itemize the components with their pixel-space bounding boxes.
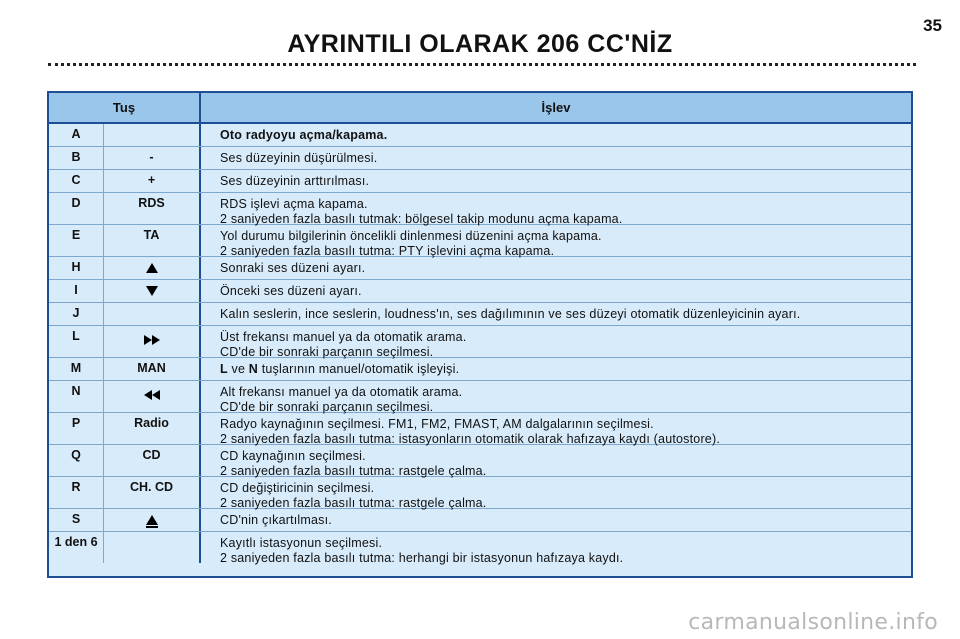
key-symbol	[104, 303, 201, 325]
header-function: İşlev	[541, 100, 571, 115]
table-row	[49, 147, 911, 170]
function-text-part: L	[220, 362, 228, 376]
function-description	[201, 193, 911, 224]
function-description	[201, 445, 911, 476]
function-description	[201, 280, 911, 302]
function-line	[220, 362, 911, 377]
key-letter: H	[49, 257, 104, 279]
function-line: Alt frekansı manuel ya da otomatik arama.	[220, 385, 463, 399]
table-row	[49, 477, 911, 509]
key-symbol	[104, 532, 201, 563]
key-letter: Q	[49, 445, 104, 476]
function-description	[201, 225, 911, 256]
key-letter: P	[49, 413, 104, 444]
function-description	[201, 381, 911, 412]
function-line: Üst frekansı manuel ya da otomatik arama.	[220, 330, 467, 344]
table-rows	[49, 124, 911, 563]
key-letter: R	[49, 477, 104, 508]
key-symbol	[104, 509, 201, 531]
key-letter: N	[49, 381, 104, 412]
function-description	[201, 358, 911, 380]
function-text-part: N	[248, 362, 259, 376]
function-description	[201, 413, 911, 444]
table-row	[49, 257, 911, 280]
function-line: CD değiştiricinin seçilmesi.	[220, 481, 375, 495]
key-letter: I	[49, 280, 104, 302]
fast-forward-icon	[144, 335, 160, 345]
function-description	[201, 477, 911, 508]
key-letter: M	[49, 358, 104, 380]
triangle-down-icon	[146, 286, 158, 296]
function-line: 2 saniyeden fazla basılı tutma: rastgele çalma.	[220, 464, 487, 478]
key-letter: S	[49, 509, 104, 531]
function-text-part: ve	[227, 362, 249, 376]
key-symbol	[104, 381, 201, 412]
key-symbol: +	[104, 170, 201, 192]
key-symbol: MAN	[104, 358, 201, 380]
key-symbol: -	[104, 147, 201, 169]
function-description	[201, 170, 911, 192]
function-line: Kayıtlı istasyonun seçilmesi.	[220, 536, 383, 550]
function-line: CD'nin çıkartılması.	[220, 513, 332, 527]
function-description	[201, 532, 911, 563]
eject-icon	[146, 515, 158, 528]
key-letter: L	[49, 326, 104, 357]
function-line: 2 saniyeden fazla basılı tutmak: bölgesel takip modunu açma kapama.	[220, 212, 623, 226]
function-line: 2 saniyeden fazla basılı tutma: PTY işlevini açma kapama.	[220, 244, 555, 258]
function-line: 2 saniyeden fazla basılı tutma: rastgele çalma.	[220, 496, 487, 510]
key-symbol	[104, 280, 201, 302]
table-row	[49, 445, 911, 477]
table-row	[49, 303, 911, 326]
key-symbol: RDS	[104, 193, 201, 224]
key-symbol	[104, 124, 201, 146]
function-line: CD'de bir sonraki parçanın seçilmesi.	[220, 400, 434, 414]
function-line: RDS işlevi açma kapama.	[220, 197, 368, 211]
function-line: 2 saniyeden fazla basılı tutma: herhangi bir istasyonun hafızaya kaydı.	[220, 551, 624, 565]
table-row	[49, 413, 911, 445]
page-title: AYRINTILI OLARAK 206 CC'NİZ	[287, 30, 673, 58]
header-key: Tuş	[49, 93, 201, 122]
function-line: Oto radyoyu açma/kapama.	[220, 128, 388, 142]
table-row	[49, 225, 911, 257]
key-letter: B	[49, 147, 104, 169]
key-symbol	[104, 257, 201, 279]
table-row	[49, 193, 911, 225]
function-line: CD'de bir sonraki parçanın seçilmesi.	[220, 345, 434, 359]
function-description	[201, 257, 911, 279]
key-symbol: TA	[104, 225, 201, 256]
table-row	[49, 326, 911, 358]
function-line: Sonraki ses düzeni ayarı.	[220, 261, 366, 275]
page-number: 35	[923, 16, 942, 35]
function-line: Yol durumu bilgilerinin öncelikli dinlenmesi düzenini açma kapama.	[220, 229, 602, 243]
function-description	[201, 124, 911, 146]
key-letter: D	[49, 193, 104, 224]
dotted-divider	[48, 63, 916, 66]
table-row	[49, 170, 911, 193]
function-line: Önceki ses düzeni ayarı.	[220, 284, 362, 298]
function-description	[201, 509, 911, 531]
table-row	[49, 381, 911, 413]
key-symbol: CH. CD	[104, 477, 201, 508]
function-description	[201, 303, 911, 325]
key-letter: J	[49, 303, 104, 325]
function-description	[201, 147, 911, 169]
function-line: Ses düzeyinin arttırılması.	[220, 174, 370, 188]
table-row	[49, 124, 911, 147]
function-line: Ses düzeyinin düşürülmesi.	[220, 151, 378, 165]
key-letter: 1 den 6	[49, 532, 104, 563]
function-line: CD kaynağının seçilmesi.	[220, 449, 366, 463]
rewind-icon	[144, 390, 160, 400]
key-symbol: Radio	[104, 413, 201, 444]
key-function-table	[47, 91, 913, 578]
function-text-part: tuşlarının manuel/otomatik işleyişi.	[258, 362, 460, 376]
table-header	[49, 93, 911, 124]
function-line: 2 saniyeden fazla basılı tutma: istasyonların otomatik olarak hafızaya kaydı (autostore).	[220, 432, 720, 446]
function-description	[201, 326, 911, 357]
key-symbol	[104, 326, 201, 357]
triangle-up-icon	[146, 263, 158, 273]
table-row	[49, 509, 911, 532]
key-letter: A	[49, 124, 104, 146]
table-row	[49, 280, 911, 303]
key-letter: C	[49, 170, 104, 192]
watermark: carmanualsonline.info	[688, 610, 938, 635]
function-line: Radyo kaynağının seçilmesi. FM1, FM2, FMAST, AM dalgalarının seçilmesi.	[220, 417, 654, 431]
key-letter: E	[49, 225, 104, 256]
function-line: Kalın seslerin, ince seslerin, loudness'ın, ses dağılımının ve ses düzeyi otomatik düzenleyicinin ayarı.	[220, 307, 801, 321]
key-symbol: CD	[104, 445, 201, 476]
table-row	[49, 532, 911, 563]
table-row	[49, 358, 911, 381]
